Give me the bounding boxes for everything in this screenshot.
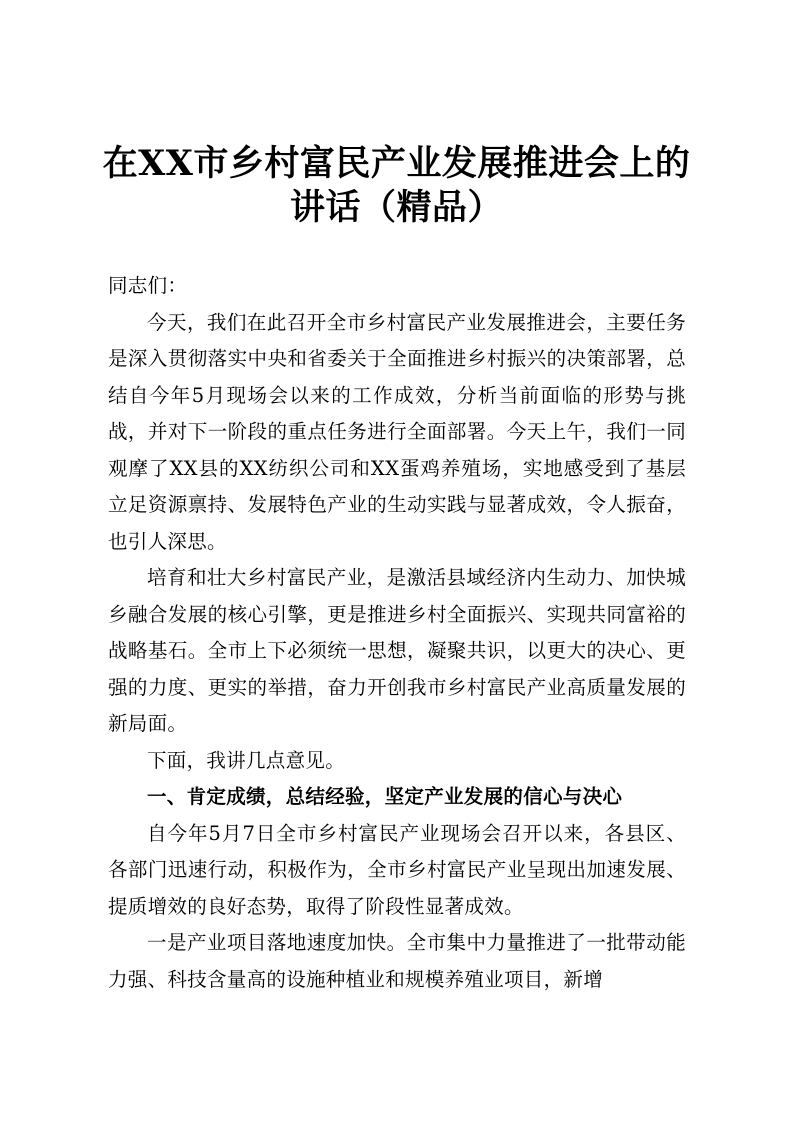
paragraph-achievements: 自今年5月7日全市乡村富民产业现场会召开以来，各县区、各部门迅速行动，积极作为，全市乡村富民产业呈现出加速发展、提质增效的良好态势，取得了阶段性显著成效。 (108, 821, 686, 918)
document-body (108, 268, 686, 998)
salutation: 同志们： (108, 274, 188, 297)
document-title: 在XX市乡村富民产业发展推进会上的讲话（精品） (102, 143, 691, 228)
paragraph-transition: 下面，我讲几点意见。 (147, 748, 346, 772)
paragraph-significance: 培育和壮大乡村富民产业，是激活县域经济内生动力、加快城乡融合发展的核心引擎，更是推进乡村全面振兴、实现共同富裕的战略基石。全市上下必须统一思想，凝聚共识，以更大的决心、更强的力度、更实的举措，奋力开创我市乡村富民产业高质量发展的新局面。 (108, 566, 686, 735)
section-heading: 一、肯定成绩，总结经验，坚定产业发展的信心与决心 (147, 785, 623, 808)
paragraph-point-one: 一是产业项目落地速度加快。全市集中力量推进了一批带动能力强、科技含量高的设施种植业和规模养殖业项目，新增 (108, 931, 686, 991)
paragraph-intro: 今天，我们在此召开全市乡村富民产业发展推进会，主要任务是深入贯彻落实中央和省委关于全面推进乡村振兴的决策部署，总结自今年5月现场会以来的工作成效，分析当前面临的形势与挑战，并对下一阶段的重点任务进行全面部署。今天上午，我们一同观摩了XX县的XX纺织公司和XX蛋鸡养殖场，实地感受到了基层立足资源禀持、发展特色产业的生动实践与显著成效，令人振奋，也引人深思。 (108, 310, 686, 553)
